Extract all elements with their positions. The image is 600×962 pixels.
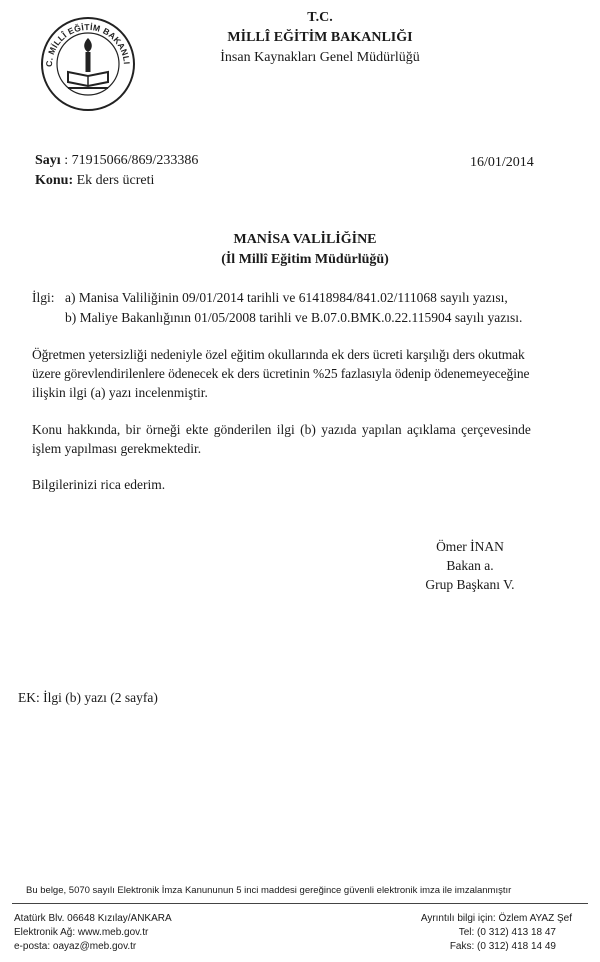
header-tc: T.C. [307, 10, 333, 25]
signatory-name: Ömer İNAN [436, 539, 504, 554]
konu-line [35, 173, 154, 189]
signatory-title-2: Grup Başkanı V. [425, 577, 515, 592]
recipient-title: MANİSA VALİLİĞİNE [233, 232, 377, 247]
closing-line: Bilgilerinizi rica ederim. [32, 477, 166, 492]
ilgi-label: İlgi: [32, 290, 55, 305]
footer-email[interactable]: e-posta: oayaz@meb.gov.tr [14, 941, 137, 952]
sayi-line [35, 153, 198, 169]
paragraph-1-line-3: ilişkin ilgi (a) yazı incelenmiştir. [32, 385, 208, 400]
ilgi-a: a) Manisa Valiliğinin 09/01/2014 tarihli ve 61418984/841.02/111068 sayılı yazısı, [65, 290, 508, 305]
header-ministry: MİLLÎ EĞİTİM BAKANLIĞI [227, 30, 413, 45]
svg-text:T.C. MİLLÎ EĞİTİM BAKANLIĞI [38, 14, 132, 67]
konu-value: Ek ders ücreti [76, 173, 155, 188]
sayi-value: : 71915066/869/233386 [64, 153, 199, 168]
paragraph-1-line-2: üzere görevlendirilenlere ödenecek ek ders ücretinin %25 fazlasıyla ödenip ödenemeyeceğine [32, 366, 530, 381]
footer-address: Atatürk Blv. 06648 Kızılay/ANKARA [14, 913, 172, 924]
esign-note: Bu belge, 5070 sayılı Elektronik İmza Kanununun 5 inci maddesi gereğince güvenli elektronik imza ile imzalanmıştır [26, 885, 512, 896]
footer-contact: Ayrıntılı bilgi için: Özlem AYAZ Şef [420, 913, 572, 924]
footer-divider [12, 903, 588, 904]
document-date: 16/01/2014 [470, 155, 534, 170]
ministry-logo [38, 14, 138, 114]
paragraph-2-line-2: işlem yapılması gerekmektedir. [32, 441, 202, 456]
konu-label: Konu: [35, 173, 74, 188]
signatory-title-1: Bakan a. [446, 558, 494, 573]
recipient-subtitle: (İl Millî Eğitim Müdürlüğü) [221, 252, 389, 267]
sayi-label: Sayı [35, 153, 61, 168]
logo-text: C. MİLLÎ EĞİTİM BAKANLI [43, 21, 132, 68]
ilgi-b: b) Maliye Bakanlığının 01/05/2008 tarihli ve B.07.0.BMK.0.22.115904 sayılı yazısı. [65, 310, 523, 325]
footer-web[interactable]: Elektronik Ağ: www.meb.gov.tr [14, 927, 149, 938]
attachment-line: EK: İlgi (b) yazı (2 sayfa) [18, 690, 158, 705]
header-directorate: İnsan Kaynakları Genel Müdürlüğü [220, 50, 420, 65]
paragraph-1-line-1: Öğretmen yetersizliği nedeniyle özel eğitim okullarında ek ders ücreti karşılığı ders okutmak [32, 347, 525, 362]
footer-fax: Faks: (0 312) 418 14 49 [449, 941, 556, 952]
footer-tel: Tel: (0 312) 413 18 47 [458, 927, 556, 938]
paragraph-2-line-1: Konu hakkında, bir örneği ekte gönderilen ilgi (b) yazıda yapılan açıklama çerçevesinde [32, 422, 531, 437]
